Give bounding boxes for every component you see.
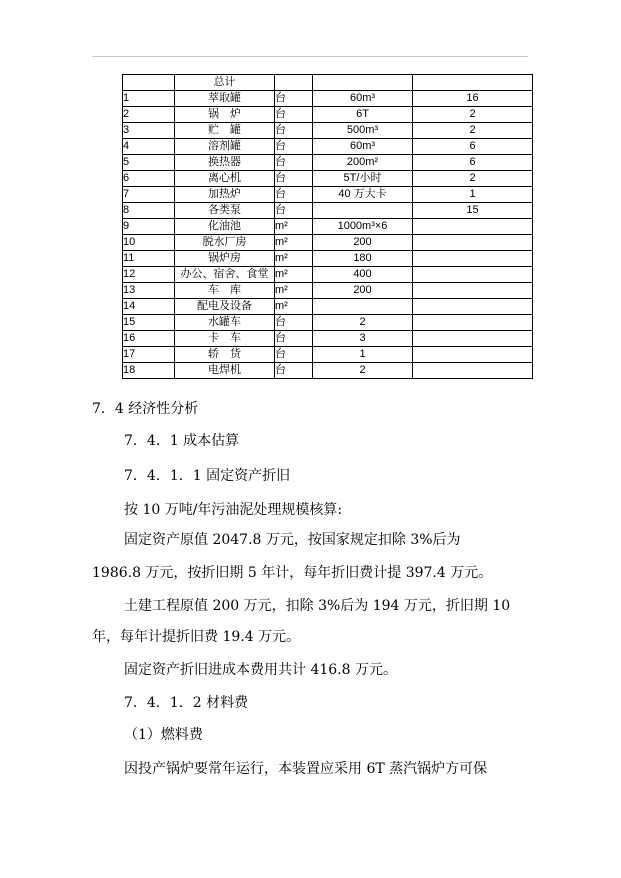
paragraph-civil-line1: 土建工程原值 200 万元，扣除 3%后为 194 万元，折旧期 10: [124, 598, 511, 614]
cell-name: 脱水厂房: [175, 235, 275, 251]
cell-spec: 400: [313, 267, 413, 283]
cell-qty: [413, 363, 533, 379]
cell-name: 办公、宿舍、食堂: [175, 267, 275, 283]
cell-name: 各类泵: [175, 203, 275, 219]
table-row: [123, 267, 533, 283]
table-header-row: [123, 75, 533, 91]
cell-unit: m²: [275, 235, 313, 251]
cell-unit: 台: [275, 331, 313, 347]
cell-name: 锅 炉: [175, 107, 275, 123]
cell-spec: 60m³: [313, 91, 413, 107]
cell-spec: 6T: [313, 107, 413, 123]
cell-spec: 200: [313, 235, 413, 251]
cell-qty: [413, 75, 533, 91]
table-row: [123, 139, 533, 155]
cell-qty: [413, 299, 533, 315]
cell-unit: 台: [275, 107, 313, 123]
table-row: [123, 203, 533, 219]
cell-no: 11: [123, 251, 175, 267]
cell-name: 电焊机: [175, 363, 275, 379]
table-row: [123, 155, 533, 171]
cell-spec: 180: [313, 251, 413, 267]
cell-unit: 台: [275, 91, 313, 107]
paragraph-asset-line1: 固定资产原值 2047.8 万元，按国家规定扣除 3%后为: [124, 532, 461, 548]
section-heading-7-4-1-1: 7．4．1．1 固定资产折旧: [124, 468, 291, 484]
cell-no: 17: [123, 347, 175, 363]
cell-qty: [413, 267, 533, 283]
cell-spec: [313, 75, 413, 91]
cell-qty: [413, 283, 533, 299]
table-row: [123, 363, 533, 379]
cell-spec: 500m³: [313, 123, 413, 139]
cell-name: 配电及设备: [175, 299, 275, 315]
cell-spec: 200: [313, 283, 413, 299]
cell-unit: 台: [275, 123, 313, 139]
paragraph-total: 固定资产折旧进成本费用共计 416.8 万元。: [124, 662, 397, 678]
cell-qty: 15: [413, 203, 533, 219]
table-row: [123, 283, 533, 299]
cell-qty: [413, 331, 533, 347]
cell-qty: 16: [413, 91, 533, 107]
cell-spec: 2: [313, 315, 413, 331]
table-row: [123, 331, 533, 347]
cell-no: 10: [123, 235, 175, 251]
table-row: [123, 235, 533, 251]
cell-qty: 2: [413, 107, 533, 123]
cell-no: 12: [123, 267, 175, 283]
cell-unit: 台: [275, 203, 313, 219]
cell-name: 贮 罐: [175, 123, 275, 139]
cell-unit: m²: [275, 283, 313, 299]
cell-no: 18: [123, 363, 175, 379]
table-row: [123, 219, 533, 235]
cell-unit: m²: [275, 219, 313, 235]
cell-no: 1: [123, 91, 175, 107]
cell-name: 水罐车: [175, 315, 275, 331]
cell-qty: [413, 347, 533, 363]
equipment-table: [122, 74, 533, 379]
section-heading-7-4: 7．4 经济性分析: [92, 401, 199, 417]
cell-no: 15: [123, 315, 175, 331]
table-row: [123, 299, 533, 315]
cell-spec: 2: [313, 363, 413, 379]
cell-no: [123, 75, 175, 91]
cell-spec: 1000m³×6: [313, 219, 413, 235]
cell-no: 13: [123, 283, 175, 299]
paragraph-civil-line2: 年，每年计提折旧费 19.4 万元。: [92, 629, 301, 645]
cell-qty: [413, 235, 533, 251]
cell-unit: 台: [275, 363, 313, 379]
cell-qty: 1: [413, 187, 533, 203]
cell-name: 离心机: [175, 171, 275, 187]
cell-unit: m²: [275, 251, 313, 267]
paragraph-asset-line2: 1986.8 万元，按折旧期 5 年计，每年折旧费计提 397.4 万元。: [92, 565, 493, 581]
cell-name: 化油池: [175, 219, 275, 235]
cell-name: 锅炉房: [175, 251, 275, 267]
cell-unit: m²: [275, 299, 313, 315]
table-row: [123, 251, 533, 267]
cell-spec: 200m²: [313, 155, 413, 171]
table-row: [123, 187, 533, 203]
cell-no: 9: [123, 219, 175, 235]
cell-spec: 5T/小时: [313, 171, 413, 187]
cell-spec: [313, 299, 413, 315]
cell-unit: 台: [275, 139, 313, 155]
cell-no: 7: [123, 187, 175, 203]
cell-spec: 40 万大卡: [313, 187, 413, 203]
cell-name: 溶剂罐: [175, 139, 275, 155]
cell-spec: 3: [313, 331, 413, 347]
cell-unit: 台: [275, 347, 313, 363]
cell-spec: 60m³: [313, 139, 413, 155]
table-row: [123, 91, 533, 107]
cell-qty: [413, 251, 533, 267]
cell-no: 6: [123, 171, 175, 187]
subheading-fuel: （1）燃料费: [124, 727, 203, 743]
cell-no: 14: [123, 299, 175, 315]
table-row: [123, 315, 533, 331]
cell-qty: 6: [413, 139, 533, 155]
cell-no: 2: [123, 107, 175, 123]
cell-qty: 6: [413, 155, 533, 171]
cell-no: 16: [123, 331, 175, 347]
cell-name: 卡 车: [175, 331, 275, 347]
cell-name: 轿 货: [175, 347, 275, 363]
paragraph-boiler: 因投产锅炉要常年运行，本装置应采用 6T 蒸汽锅炉方可保: [124, 761, 488, 777]
table-row: [123, 107, 533, 123]
section-heading-7-4-1-2: 7．4．1．2 材料费: [124, 695, 249, 711]
cell-no: 8: [123, 203, 175, 219]
table-row: [123, 171, 533, 187]
cell-unit: 台: [275, 187, 313, 203]
cell-unit: m²: [275, 267, 313, 283]
section-heading-7-4-1: 7．4．1 成本估算: [124, 433, 240, 449]
cell-name: 加热炉: [175, 187, 275, 203]
header-rule: [92, 56, 528, 57]
cell-no: 3: [123, 123, 175, 139]
cell-name: 萃取罐: [175, 91, 275, 107]
paragraph-scale: 按 10 万吨/年污油泥处理规模核算:: [124, 502, 343, 518]
cell-name: 换热器: [175, 155, 275, 171]
cell-name: 总计: [175, 75, 275, 91]
cell-qty: [413, 219, 533, 235]
table-row: [123, 123, 533, 139]
cell-spec: 1: [313, 347, 413, 363]
cell-unit: 台: [275, 155, 313, 171]
cell-qty: 2: [413, 123, 533, 139]
cell-no: 5: [123, 155, 175, 171]
cell-unit: [275, 75, 313, 91]
cell-spec: [313, 203, 413, 219]
cell-name: 车 库: [175, 283, 275, 299]
cell-unit: 台: [275, 315, 313, 331]
cell-unit: 台: [275, 171, 313, 187]
table-row: [123, 347, 533, 363]
cell-qty: [413, 315, 533, 331]
cell-qty: 2: [413, 171, 533, 187]
cell-no: 4: [123, 139, 175, 155]
